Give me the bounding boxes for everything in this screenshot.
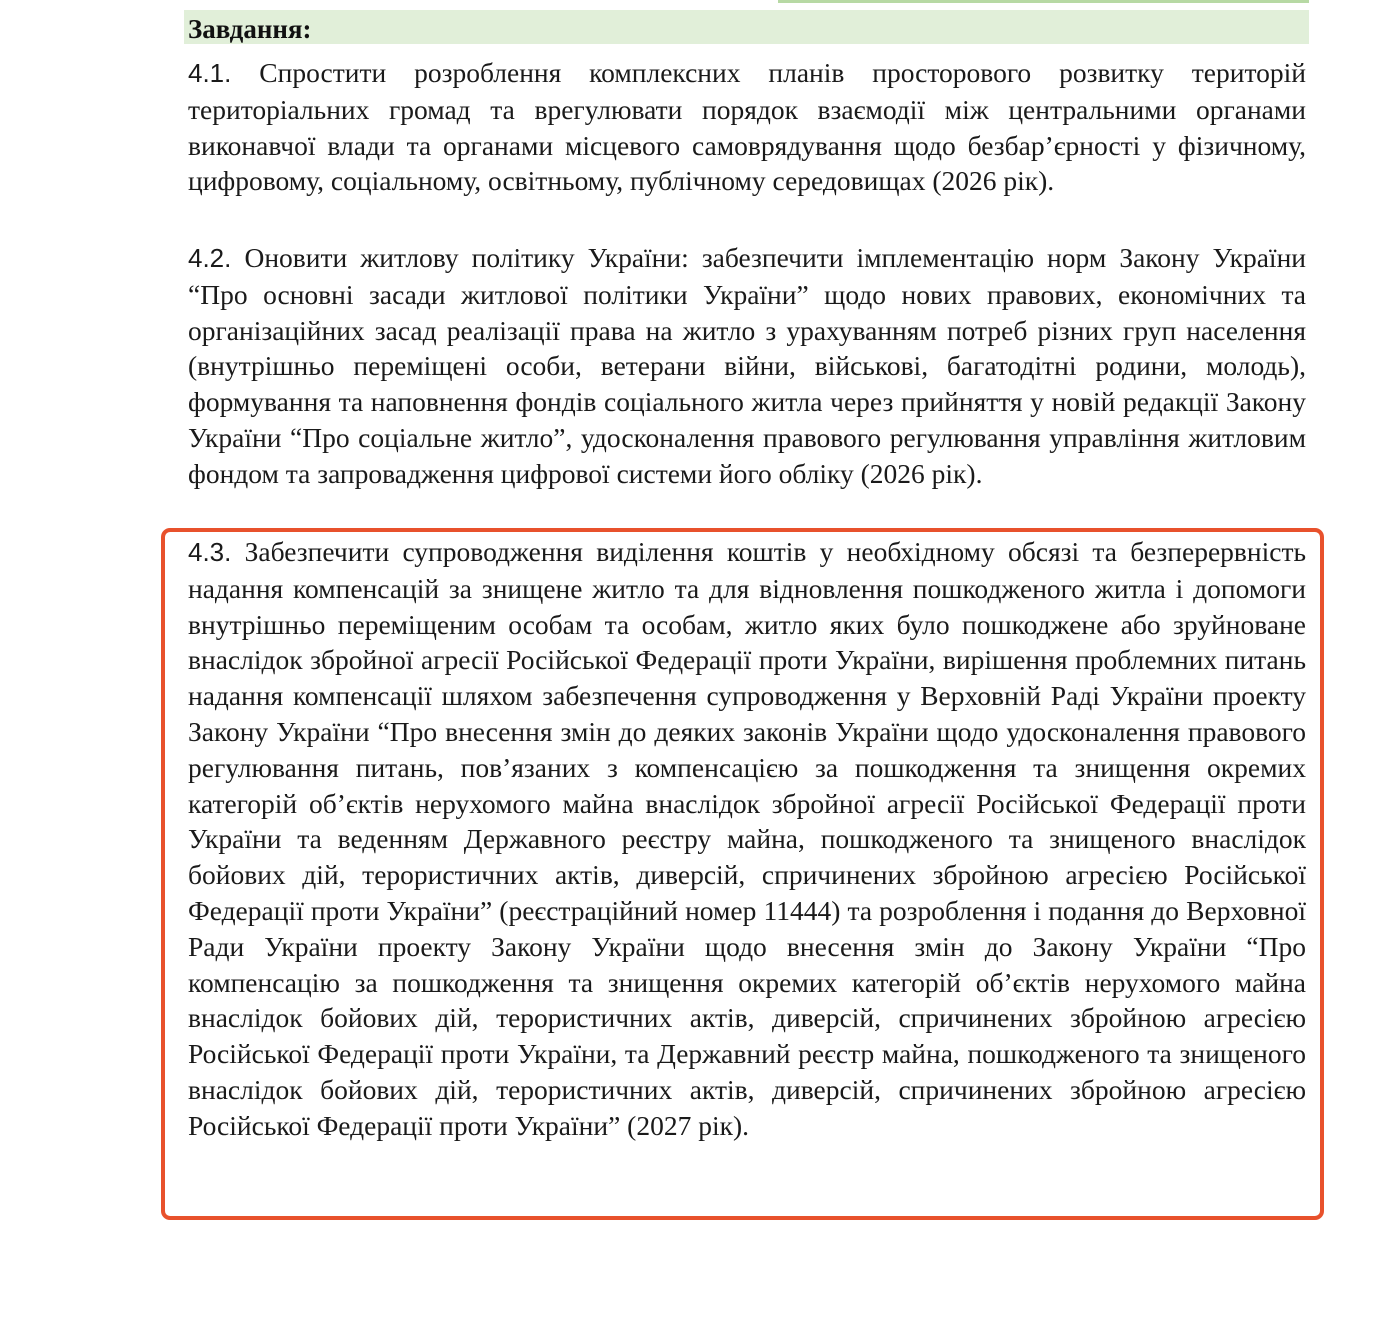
task-text: Оновити житлову політику України: забезпечити імплементацію норм Закону України “Про основні засади житлової політики України” щодо нових правових, економічних та організаційних засад реалізації права на житло з урахуванням потреб різних груп населення (внутрішньо переміщені особи, ветерани війни, військові, багатодітні родини, молодь), формування та наповнення фондів соціального житла через прийняття у новій редакції Закону України “Про соціальне житло”, удосконалення правового регулювання управління житловим фондом та запровадження цифрової системи його обліку (2026 рік). xyxy=(188,242,1307,489)
task-4-2 xyxy=(188,240,1306,492)
task-text: Забезпечити супроводження виділення коштів у необхідному обсязі та безперервність надання компенсацій за знищене житло та для відновлення пошкодженого житла і допомоги внутрішньо переміщеним особам та особам, житло яких було пошкоджене або зруйноване внаслідок збройної агресії Російської Федерації проти України, вирішення проблемних питань надання компенсації шляхом забезпечення супроводження у Верховній Раді України проекту Закону України “Про внесення змін до деяких законів України щодо удосконалення правового регулювання питань, пов’язаних з компенсацією за пошкодження та знищення окремих категорій об’єктів нерухомого майна внаслідок збройної агресії Російської Федерації проти України та веденням Державного реєстру майна, пошкодженого та знищеного внаслідок бойових дій, терористичних актів, диверсій, спричинених збройною агресією Російської Федерації проти України” (реєстраційний номер 11444) та розроблення і подання до Верховної Ради України проекту Закону України щодо внесення змін до Закону України “Про компенсацію за пошкодження та знищення окремих категорій об’єктів нерухомого майна внаслідок бойових дій, терористичних актів, диверсій, спричинених збройною агресією Російської Федерації проти України, та Державний реєстр майна, пошкодженого та знищеного внаслідок бойових дій, терористичних актів, диверсій, спричинених збройною агресією Російської Федерації проти України” (2027 рік). xyxy=(188,536,1307,1141)
task-4-1 xyxy=(188,55,1306,199)
task-text: Спростити розроблення комплексних планів просторового розвитку територій територіальних громад та врегулювати порядок взаємодії між центральними органами виконавчої влади та органами місцевого самоврядування щодо безбар’єрності у фізичному, цифровому, соціальному, освітньому, публічному середовищах (2026 рік). xyxy=(188,57,1306,197)
task-number: 4.3. xyxy=(188,537,232,567)
top-accent-line xyxy=(778,0,1309,3)
task-number: 4.1. xyxy=(188,58,232,88)
section-heading: Завдання: xyxy=(184,10,1309,44)
highlight-box-task-4-3 xyxy=(161,528,1324,1220)
task-number: 4.2. xyxy=(188,243,232,273)
